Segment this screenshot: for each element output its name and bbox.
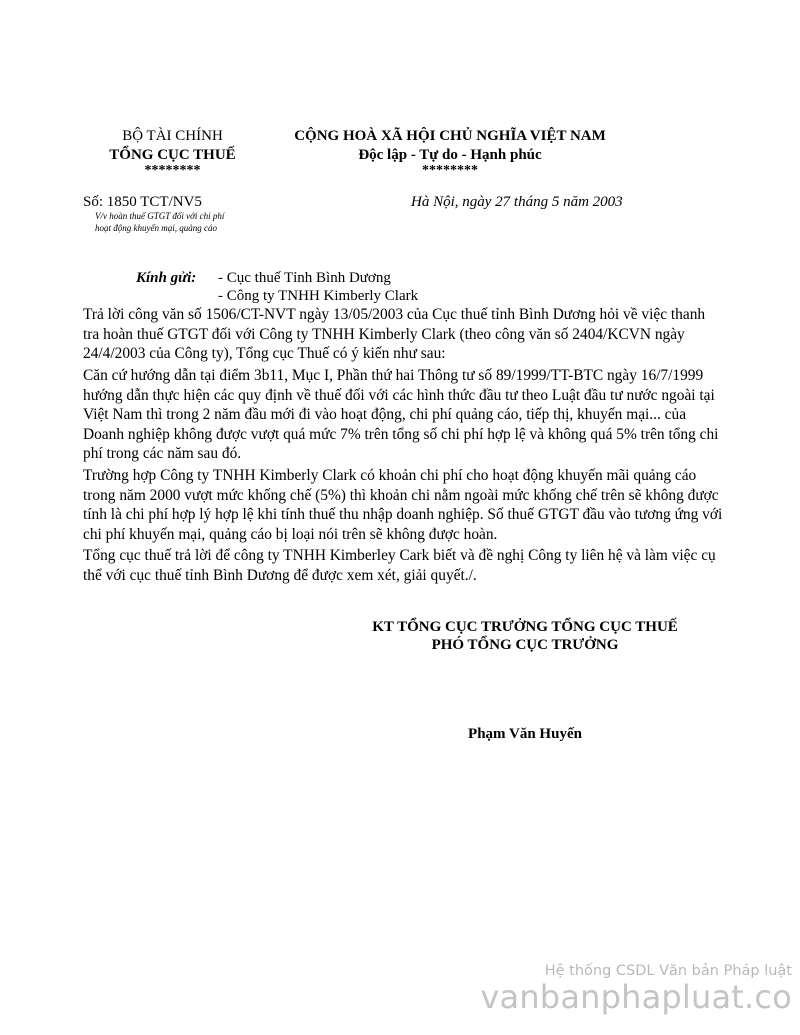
subject-line-1: V/v hoàn thuế GTGT đối với chi phí	[95, 211, 225, 221]
recipient-2: - Công ty TNHH Kimberly Clark	[218, 288, 419, 304]
paragraph-reply: Trả lời công văn số 1506/CT-NVT ngày 13/05/2003 của Cục thuế tỉnh Bình Dương hỏi về việc thanh tra hoàn thuế GTGT đối với Công ty TNHH Kimberly Clark (theo công văn số 2404/KCVN ngày 24/4/2003 của Công ty), Tổng cục Thuế có ý kiến như sau:	[83, 306, 706, 362]
department-name: TỔNG CỤC THUẾ	[109, 147, 236, 163]
left-header-stars: ********	[144, 163, 201, 178]
ministry-name: BỘ TÀI CHÍNH	[122, 128, 223, 144]
right-header-stars: ********	[422, 163, 478, 178]
greeting-label: Kính gửi:	[136, 270, 197, 286]
recipient-1: - Cục thuế Tỉnh Bình Dương	[218, 270, 391, 286]
date-place: Hà Nội, ngày 27 tháng 5 năm 2003	[411, 194, 623, 210]
watermark-site-name: vanbanphapluat.co	[480, 978, 792, 1016]
signer-name: Phạm Văn Huyến	[468, 726, 582, 742]
watermark-system-label: Hệ thống CSDL Văn bản Pháp luật	[544, 963, 792, 979]
country-name: CỘNG HOÀ XÃ HỘI CHỦ NGHĨA VIỆT NAM	[294, 128, 606, 144]
signature-title-1: KT TỔNG CỤC TRƯỞNG TỔNG CỤC THUẾ	[372, 619, 678, 635]
paragraph-case: Trường hợp Công ty TNHH Kimberly Clark có khoản chi phí cho hoạt động khuyến mãi quảng cáo trong năm 2000 vượt mức khống chế (5%) thì khoản chi nằm ngoài mức khống chế trên sẽ không được tính là chi phí hợp lý hợp lệ khi tính thuế thu nhập doanh nghiệp. Số thuế GTGT đầu vào tương ứng với chi phí khuyến mại, quảng cáo bị loại nói trên sẽ không được hoàn.	[83, 467, 723, 543]
national-motto: Độc lập - Tự do - Hạnh phúc	[358, 147, 542, 163]
paragraph-legal-basis: Căn cứ hướng dẫn tại điểm 3b11, Mục I, Phần thứ hai Thông tư số 89/1999/TT-BTC ngày 16/7/1999 hướng dẫn thực hiện các quy định về thuế đối với các hình thức đầu tư theo Luật đầu tư nước ngoài tại Việt Nam thì trong 2 năm đầu mới đi vào hoạt động, chi phí quảng cáo, tiếp thị, khuyến mại... của Doanh nghiệp không được vượt quá mức 7% trên tổng số chi phí hợp lệ và không quá 5% trên tổng chi phí trong các năm sau đó.	[83, 367, 719, 462]
paragraph-closing: Tổng cục thuế trả lời để công ty TNHH Kimberley Cark biết và đề nghị Công ty liên hệ và làm việc cụ thể với cục thuế tỉnh Bình Dương để được xem xét, giải quyết./.	[83, 547, 716, 584]
signature-title-2: PHÓ TỔNG CỤC TRƯỞNG	[431, 637, 619, 653]
subject-line-2: hoạt động khuyến mại, quảng cáo	[95, 223, 217, 233]
document-number: Số: 1850 TCT/NV5	[83, 194, 202, 210]
